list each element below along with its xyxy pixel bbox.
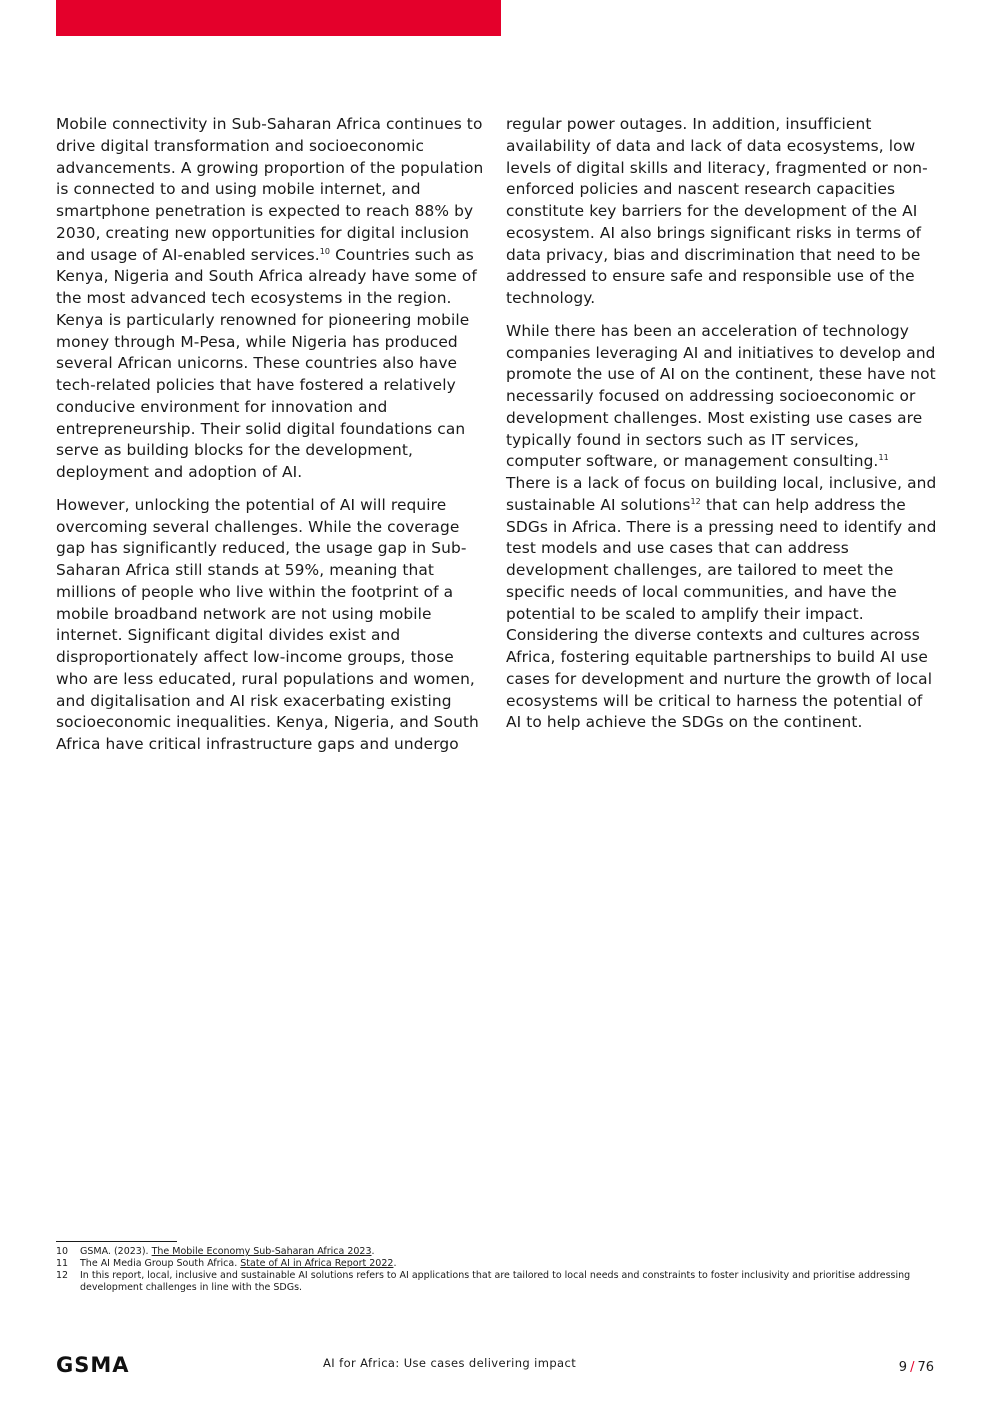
body-paragraph: regular power outages. In addition, insufficient availability of data and lack of data ecosystems, low levels of digital skills and literacy, fragmented or non-enforced policies and nascent research capacities constitute key barriers for the development of the AI ecosystem. AI also brings significant risks in terms of data privacy, bias and discrimination that need to be addressed to ensure safe and responsible use of the technology. xyxy=(506,115,928,307)
footnote-ref[interactable]: 11 xyxy=(878,453,889,463)
footnote: 11 The AI Media Group South Africa. State of AI in Africa Report 2022. xyxy=(56,1258,397,1269)
footnotes xyxy=(56,1246,936,1294)
footnote-ref[interactable]: 10 xyxy=(319,246,331,256)
right-column xyxy=(506,114,938,745)
footnote-link[interactable]: State of AI in Africa Report 2022 xyxy=(240,1258,394,1269)
footnote: 12 In this report, local, inclusive and sustainable AI solutions refers to AI applications that are tailored to local needs and constraints to foster inclusivity and prioritise addressing development challenges in line with the SDGs. xyxy=(56,1270,911,1293)
footnote-ref[interactable]: 12 xyxy=(690,496,701,506)
document-title: AI for Africa: Use cases delivering impact xyxy=(323,1356,577,1370)
body-paragraph: However, unlocking the potential of AI will require overcoming several challenges. While the coverage gap has significantly reduced, the usage gap in Sub-Saharan Africa still stands at 59%, meaning that millions of people who live within the footprint of a mobile broadband network are not using mobile internet. Significant digital divides exist and disproportionately affect low-income groups, those who are less educated, rural populations and women, and digitalisation and AI risk exacerbating existing socioeconomic inequalities. Kenya, Nigeria, and South Africa have critical infrastructure gaps and undergo xyxy=(56,495,479,753)
body-paragraph: While there has been an acceleration of technology companies leveraging AI and initiatives to develop and promote the use of AI on the continent, these have not necessarily focused on addressing socioeconomic or development challenges. Most existing use cases are typically found in sectors such as IT services, computer software, or management consulting.$^{11}$ There is a lack of focus on building local, inclusive, and sustainable AI solutions$^{12}$ that can help address the SDGs in Africa. There is a pressing need to identify and test models and use cases that can address development challenges, are tailored to meet the specific needs of local communities, and have the potential to be scaled to amplify their impact. Considering the diverse contexts and cultures across Africa, fostering equitable partnerships to build AI use cases for development and nurture the growth of local ecosystems will be critical to harness the potential of AI to help achieve the SDGs on the continent. xyxy=(506,321,937,732)
header-accent-bar xyxy=(56,0,501,36)
left-column xyxy=(56,114,488,767)
gsma-logo: GSMA xyxy=(56,1353,130,1377)
footnote-link[interactable]: The Mobile Economy Sub-Saharan Africa 2023 xyxy=(151,1246,372,1257)
footnote-divider xyxy=(56,1241,177,1242)
body-paragraph: Mobile connectivity in Sub-Saharan Africa continues to drive digital transformation and socioeconomic advancements. A growing proportion of the population is connected to and using mobile internet, and smartphone penetration is expected to reach 88% by 2030, creating new opportunities for digital inclusion and usage of AI-enabled services.$^{10}$ Countries such as Kenya, Nigeria and South Africa already have some of the most advanced tech ecosystems in the region. Kenya is particularly renowned for pioneering mobile money through M-Pesa, while Nigeria has produced several African unicorns. These countries also have tech-related policies that have fostered a relatively conducive environment for innovation and entrepreneurship. Their solid digital foundations can serve as building blocks for the development, deployment and adoption of AI. xyxy=(56,115,484,481)
page-number: 9 / 76 xyxy=(898,1360,934,1375)
footnote: 10 GSMA. (2023). The Mobile Economy Sub-Saharan Africa 2023. xyxy=(56,1246,375,1257)
